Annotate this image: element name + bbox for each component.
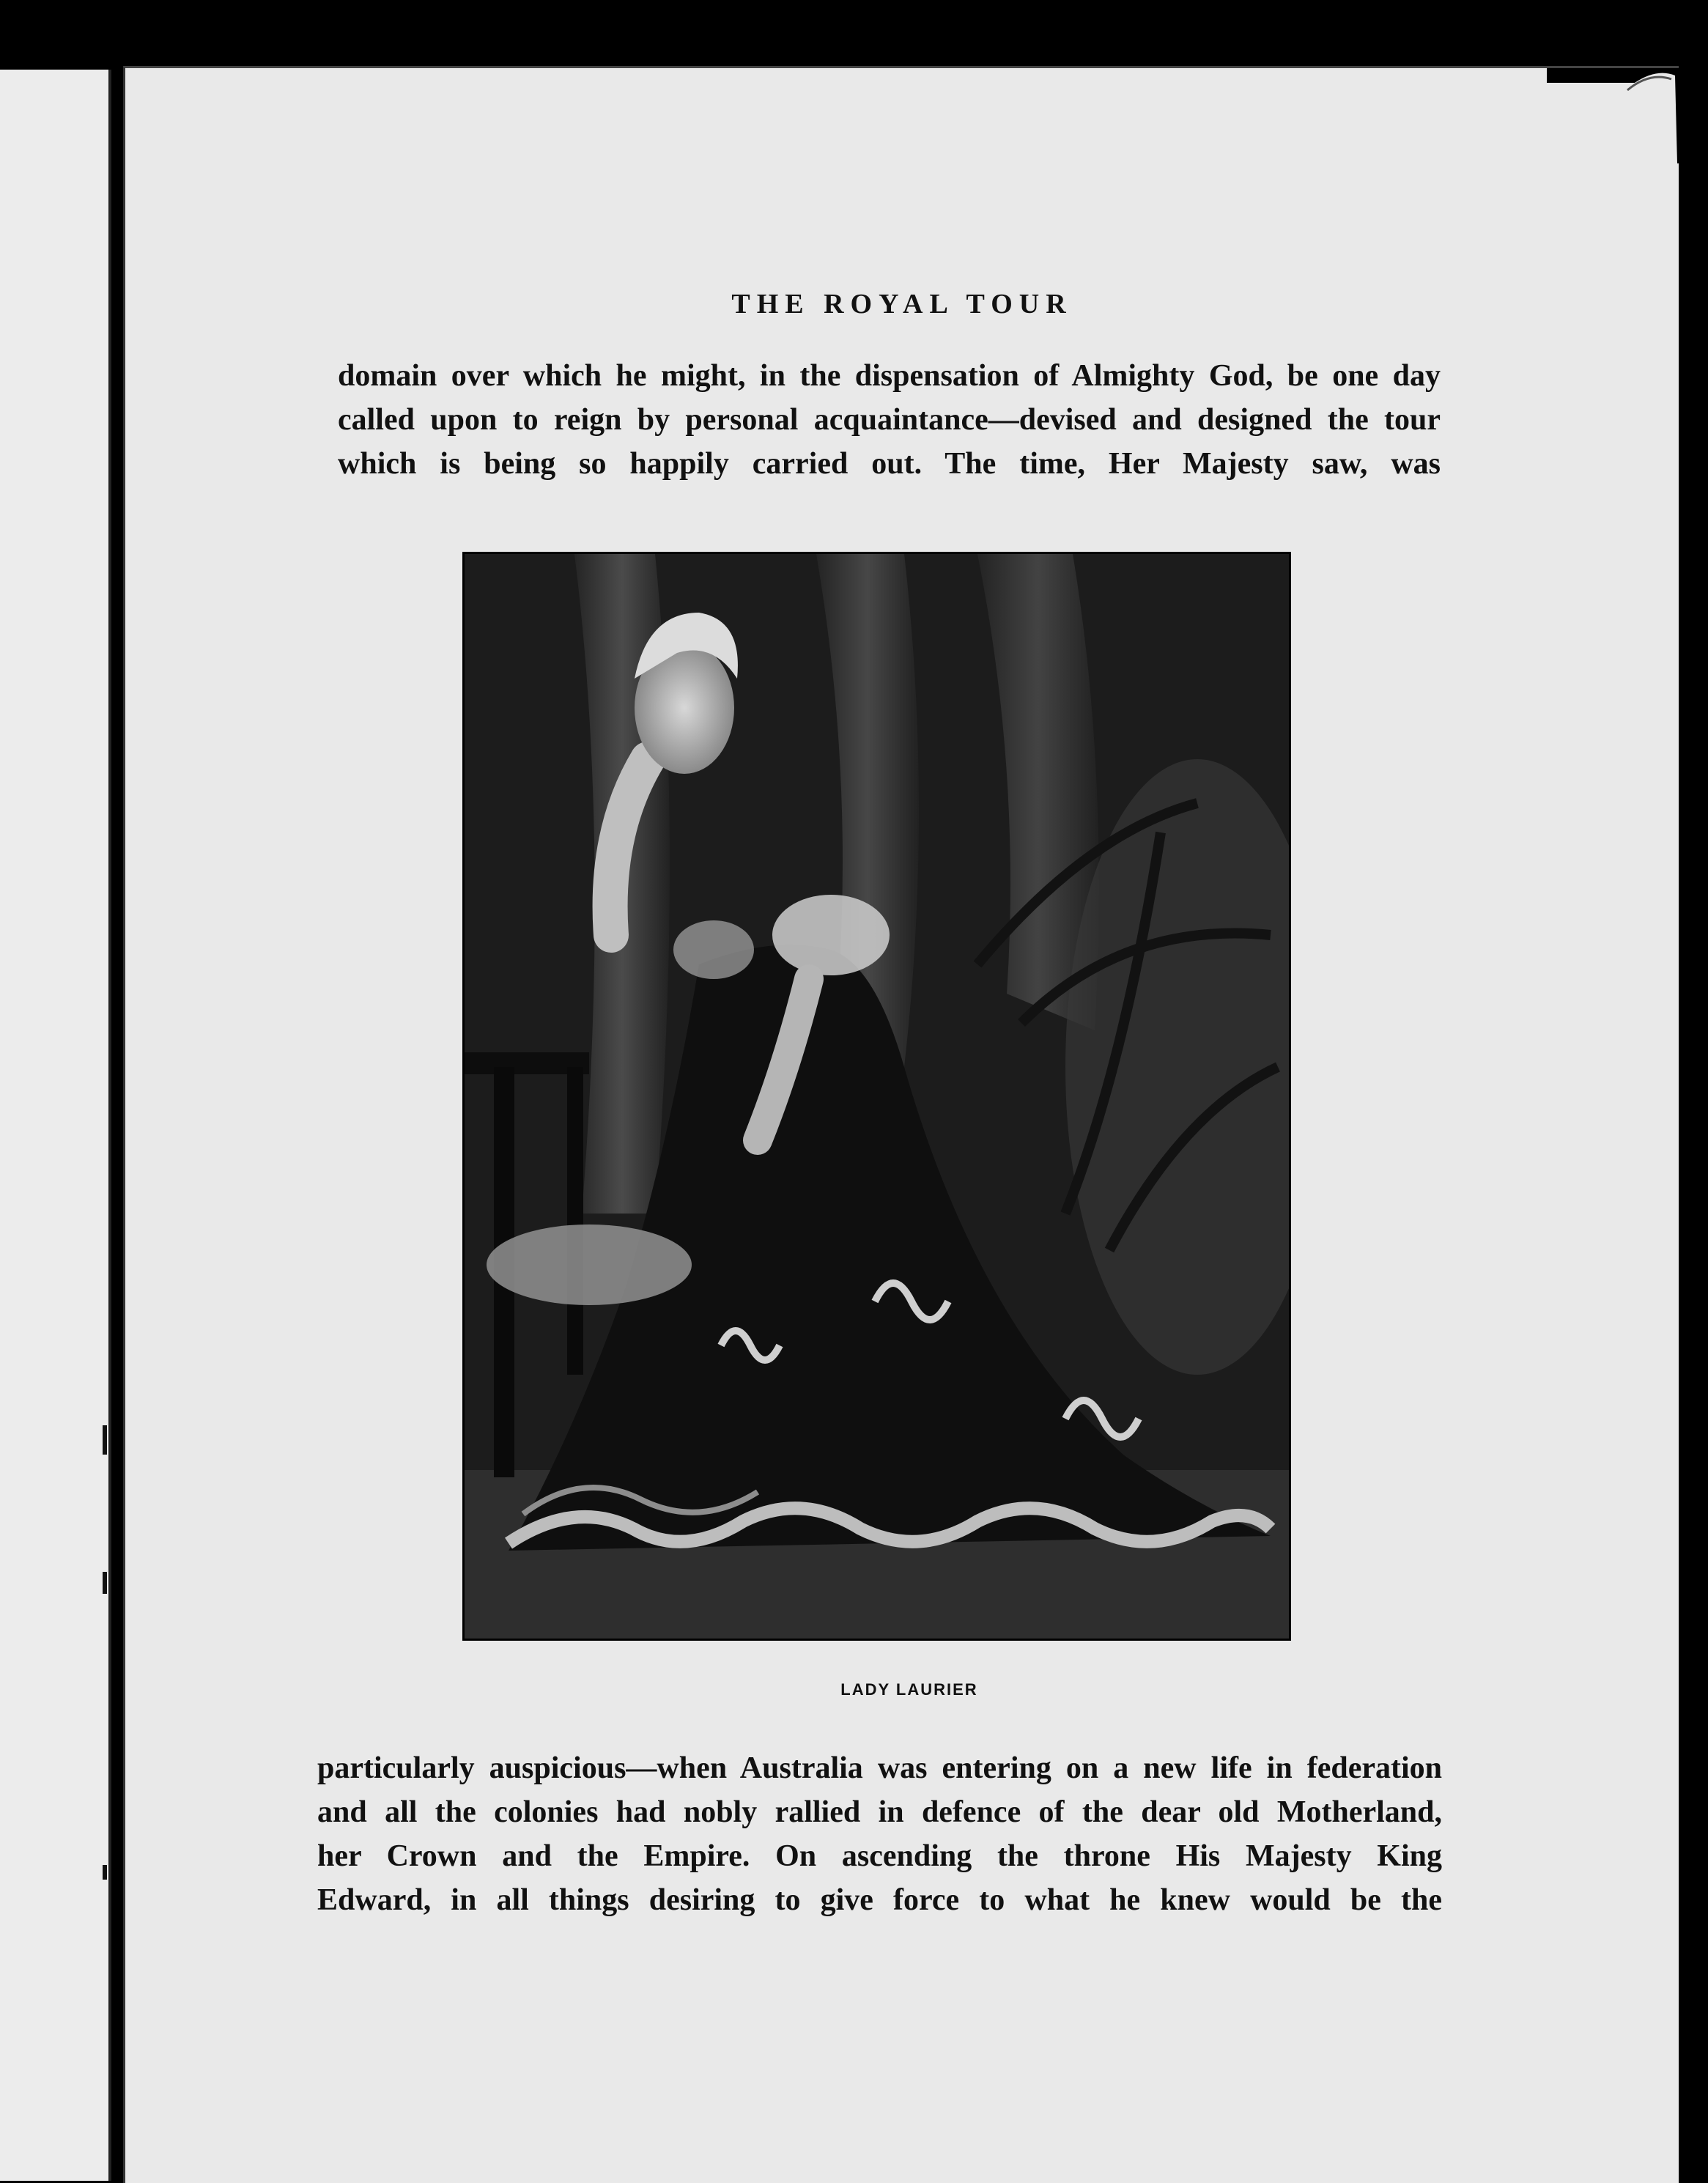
previous-page-edge xyxy=(0,70,111,2181)
text-line: which is being so happily carried out. The time, Her Majesty saw, was xyxy=(338,447,1441,481)
portrait-illustration xyxy=(465,554,1289,1639)
text-line: and all the colonies had nobly rallied in defence of the dear old Motherland, xyxy=(317,1795,1442,1829)
top-paragraph xyxy=(338,354,1441,486)
running-head: THE ROYAL TOUR xyxy=(731,289,1073,319)
text-line: called upon to reign by personal acquaintance—devised and designed the tour xyxy=(338,403,1441,437)
text-line: Edward, in all things desiring to give force to what he knew would be the xyxy=(317,1883,1442,1917)
text-line: her Crown and the Empire. On ascending the throne His Majesty King xyxy=(317,1839,1442,1873)
portrait-photograph xyxy=(462,552,1291,1641)
page-corner-curl xyxy=(1547,68,1679,163)
text-line: particularly auspicious—when Australia was entering on a new life in federation xyxy=(317,1751,1442,1785)
bottom-paragraph xyxy=(317,1746,1442,1922)
figure-caption: LADY LAURIER xyxy=(840,1680,978,1699)
text-line: domain over which he might, in the dispensation of Almighty God, be one day xyxy=(338,359,1441,393)
book-page xyxy=(123,66,1679,2183)
